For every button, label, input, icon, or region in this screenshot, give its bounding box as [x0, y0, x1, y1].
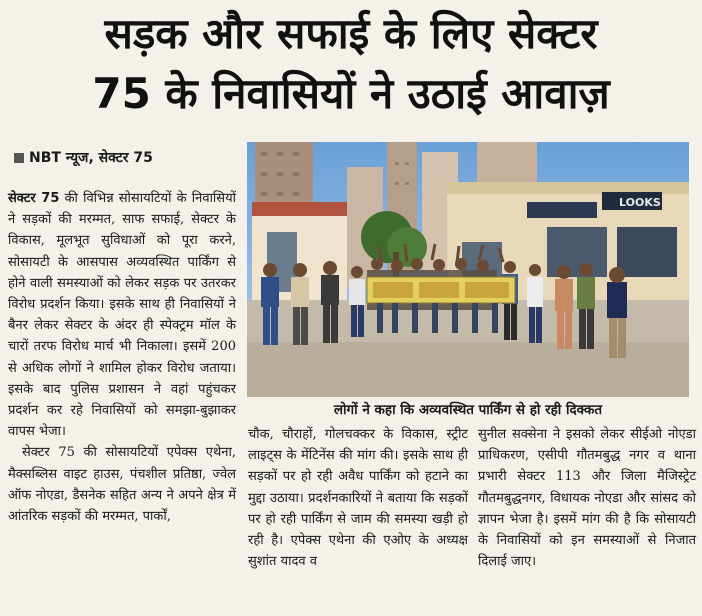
paragraph-1-text: की विभिन्न सोसायटियों के निवासियों ने सड़कों की मरम्मत, साफ सफाई, सेक्टर के विकास, मूलभूत सुविधाओं को पूरा करने, सोसायटी के आसपास अव्यवस्थित पार्किंग से होने वाली समस्याओं को लेकर सड़क पर उतरकर विरोध प्रदर्शन किया। इसके साथ ही निवासियों ने बैनर लेकर सेक्टर के अंदर ही स्पेक्ट्रम मॉल के चारों तरफ विरोध मार्च भी निकाला। इसमें 200 से अधिक लोगों ने शामिल होकर विरोध जताया। इसके बाद पुलिस प्रशासन ने वहां पहुंचकर प्रदर्शन कर रहे निवासियों को समझा-बुझाकर वापस भेजा।: [8, 191, 236, 440]
paragraph-1: [8, 188, 236, 442]
paragraph-2: सेक्टर 75 की सोसायटियों एपेक्स एथेना, मैक्सब्लिस वाइट हाउस, पंचशील प्रतिष्ठा, ज्वेल ऑफ नोएडा, डैसनेक सहित अन्य ने अपने क्षेत्र में आंतरिक सड़कों की मरम्मत, पार्कों,: [8, 445, 236, 525]
byline: [14, 148, 153, 167]
headline-line-1: सड़क और सफाई के लिए सेक्टर: [104, 9, 598, 58]
article-column-3: सुनील सक्सेना ने इसको लेकर सीईओ नोएडा प्राधिकरण, एसीपी गौतमबुद्ध नगर व थाना प्रभारी सेक्टर 113 और जिला मैजिस्ट्रेट गौतमबुद्धनगर, विधायक नोएडा और सांसद को ज्ञापन भेजा है। इसमें मांग की है कि सोसायटी के निवासियों को इन समस्याओं से निजात दिलाई जाए।: [478, 427, 696, 570]
headline-line-2: 75 के निवासियों ने उठाई आवाज़: [92, 69, 610, 118]
protest-photo-illustration: [247, 142, 689, 397]
byline-square-icon: [14, 153, 24, 163]
byline-text: NBT न्यूज, सेक्टर 75: [29, 150, 153, 166]
shop-sign-text: LOOKS: [619, 196, 661, 209]
headline: [0, 4, 702, 124]
article-column-2: चौक, चौराहों, गोलचक्कर के विकास, स्ट्रीट लाइट्स के मेंटिनेंस की मांग की। इसके साथ ही सड़कों पर हो रही अवैध पार्किंग को हटाने का मुद्दा उठाया। प्रदर्शनकारियों ने बताया कि सड़कों पर हो रही पार्किंग से जाम की समस्या खड़ी हो रही है। एपेक्स एथेना की एओए के अध्यक्ष सुशांत यादव व: [248, 427, 468, 570]
lead-in: सेक्टर 75: [8, 191, 60, 206]
article-column-1: [8, 188, 236, 527]
photo-caption: लोगों ने कहा कि अव्यवस्थित पार्किंग से हो रही दिक्कत: [333, 402, 603, 418]
news-photo: [247, 142, 689, 397]
